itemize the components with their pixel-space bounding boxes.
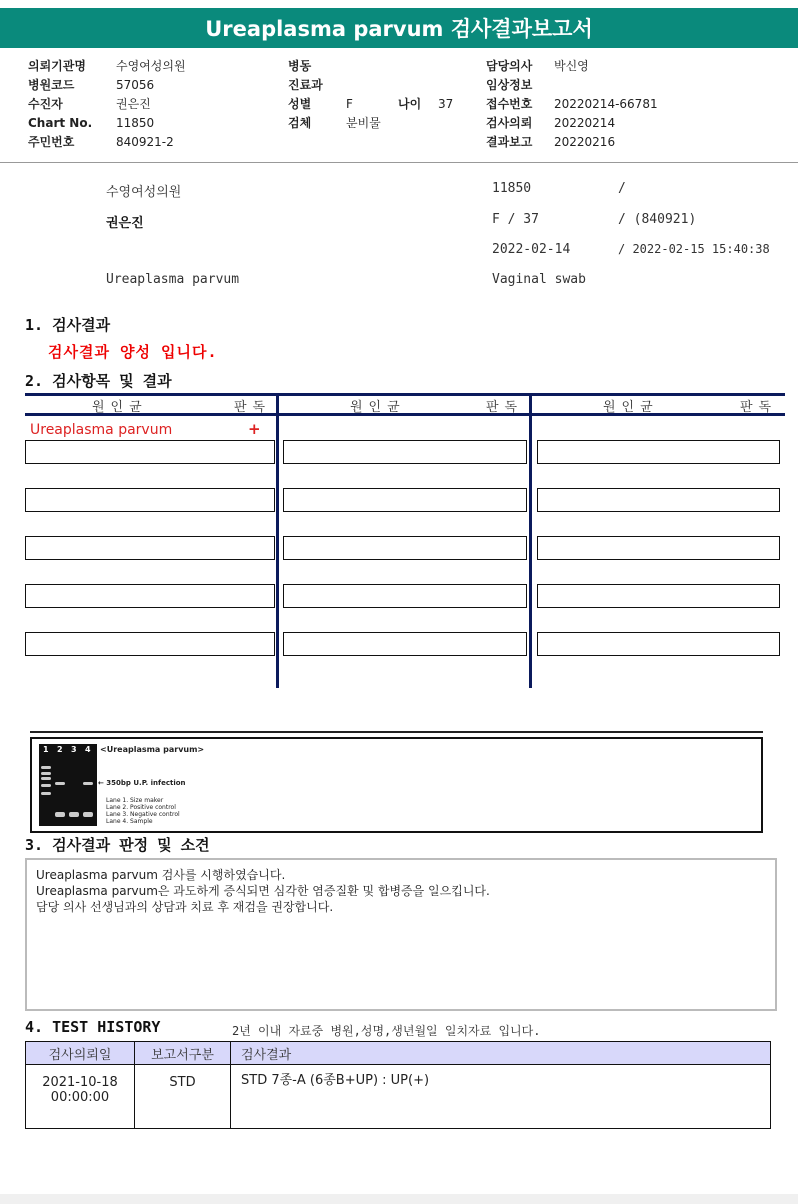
gel-band xyxy=(55,782,65,785)
gel-band xyxy=(55,812,65,817)
history-header-type: 보고서구분 xyxy=(135,1042,231,1065)
gel-band xyxy=(41,792,51,795)
gel-legend-item: Lane 2. Positive control xyxy=(106,804,176,811)
summary-slash: / xyxy=(618,181,626,196)
gel-legend-item: Lane 1. Size maker xyxy=(106,797,164,804)
label-hospital-code: 병원코드 xyxy=(28,78,75,92)
label-ward: 병동 xyxy=(288,59,312,73)
gel-band xyxy=(41,777,51,780)
summary-specimen: Vaginal swab xyxy=(492,272,586,287)
label-sex: 성별 xyxy=(288,97,312,111)
header-col3 xyxy=(486,56,658,151)
value-receipt-no: 20220214-66781 xyxy=(554,96,658,111)
summary-name: 권은진 xyxy=(106,216,144,231)
result-cell xyxy=(537,584,780,608)
section4-title: 4. TEST HISTORY xyxy=(25,1018,161,1036)
comment-line: Ureaplasma parvum 검사를 시행하였습니다. xyxy=(36,868,286,882)
result-cell xyxy=(283,632,527,656)
result-cell xyxy=(283,584,527,608)
gel-band xyxy=(83,812,93,817)
col1-judgement-header: 판독 xyxy=(234,400,272,415)
lane-number: 2 xyxy=(57,745,63,754)
summary-chart-no: 11850 xyxy=(492,181,532,196)
value-specimen: 분비물 xyxy=(346,116,381,130)
summary-sex-age: F / 37 xyxy=(492,212,539,227)
result-cell xyxy=(25,440,275,464)
label-request-date: 검사의뢰 xyxy=(486,116,533,130)
summary-birth: / (840921) xyxy=(618,212,697,227)
value-report-date: 20220216 xyxy=(554,134,616,149)
value-resident-no: 840921-2 xyxy=(116,134,174,149)
grid-divider-1 xyxy=(276,393,279,688)
label-report-date: 결과보고 xyxy=(486,135,533,149)
history-header-date: 검사의뢰일 xyxy=(26,1042,135,1065)
result-cell xyxy=(537,488,780,512)
label-department: 진료과 xyxy=(288,78,323,92)
summary-received: 2022-02-14 xyxy=(492,242,571,257)
label-specimen: 검체 xyxy=(288,116,312,130)
gel-legend xyxy=(106,797,180,825)
col3-organism-header: 원인균 xyxy=(603,400,659,415)
lane-number: 4 xyxy=(85,745,91,754)
label-chart-no: Chart No. xyxy=(28,115,93,130)
col3-judgement-header: 판독 xyxy=(740,400,778,415)
gel-band xyxy=(41,772,51,775)
gel-band xyxy=(41,784,51,787)
image-divider xyxy=(30,731,763,733)
section2-title: 2. 검사항목 및 결과 xyxy=(25,372,172,390)
summary-reported: / 2022-02-15 15:40:38 xyxy=(618,242,770,256)
grid-divider-2 xyxy=(529,393,532,688)
label-clinical-info: 임상정보 xyxy=(486,78,533,92)
value-sex: F xyxy=(346,96,353,111)
gel-band xyxy=(69,812,79,817)
gel-legend-item: Lane 3. Negative control xyxy=(106,811,180,818)
page-bottom-bar xyxy=(0,1194,798,1204)
history-header-result: 검사결과 xyxy=(231,1042,771,1065)
gel-electrophoresis-image xyxy=(39,744,97,826)
comment-box xyxy=(25,858,777,1011)
comment-line: Ureaplasma parvum은 과도하게 증식되면 심각한 염증질환 및 합병증을 일으킵니다. xyxy=(36,884,490,898)
result-cell xyxy=(25,584,275,608)
result-cell xyxy=(537,632,780,656)
history-result: STD 7종-A (6종B+UP) : UP(+) xyxy=(231,1065,771,1129)
gel-band xyxy=(41,766,51,769)
history-date-cell xyxy=(26,1065,135,1129)
label-doctor: 담당의사 xyxy=(486,59,533,73)
result-cell xyxy=(25,488,275,512)
table-row xyxy=(26,1065,771,1129)
value-age: 37 xyxy=(438,96,454,111)
value-doctor: 박신영 xyxy=(554,59,589,73)
col1-organism-header: 원인균 xyxy=(92,400,148,415)
value-patient: 권은진 xyxy=(116,97,151,111)
history-date: 2021-10-18 xyxy=(42,1075,118,1090)
lane-number: 3 xyxy=(71,745,77,754)
report-title: Ureaplasma parvum 검사결과보고서 xyxy=(0,8,798,48)
label-requester: 의뢰기관명 xyxy=(28,59,86,73)
result-cell xyxy=(537,536,780,560)
gel-title: <Ureaplasma parvum> xyxy=(100,745,205,754)
result-cell xyxy=(283,536,527,560)
result-cell xyxy=(537,440,780,464)
result-cell xyxy=(25,536,275,560)
value-request-date: 20220214 xyxy=(554,115,616,130)
value-hospital-code: 57056 xyxy=(116,77,155,92)
gel-band xyxy=(83,782,93,785)
header-col2 xyxy=(288,56,453,132)
result-cell xyxy=(283,488,527,512)
summary-test: Ureaplasma parvum xyxy=(106,272,240,287)
label-resident-no: 주민번호 xyxy=(28,135,75,149)
history-table xyxy=(25,1041,771,1129)
gel-arrow-label: ← 350bp U.P. infection xyxy=(98,779,186,787)
value-chart-no: 11850 xyxy=(116,115,155,130)
header-divider xyxy=(0,162,798,163)
result-cell xyxy=(283,440,527,464)
result-cell xyxy=(25,632,275,656)
history-time: 00:00:00 xyxy=(50,1090,110,1105)
gel-legend-item: Lane 4. Sample xyxy=(106,818,153,825)
comment-line: 담당 의사 선생님과의 상담과 치료 후 재검을 권장합니다. xyxy=(36,900,334,914)
result-judgement: + xyxy=(248,420,261,438)
col2-judgement-header: 판독 xyxy=(486,400,524,415)
history-note: 2년 이내 자료중 병원,성명,생년월일 일치자료 입니다. xyxy=(232,1024,541,1038)
result-organism: Ureaplasma parvum xyxy=(30,422,173,438)
summary-hospital: 수영여성의원 xyxy=(106,185,182,200)
col2-organism-header: 원인균 xyxy=(350,400,406,415)
section1-title: 1. 검사결과 xyxy=(25,316,111,334)
result-positive-text: 검사결과 양성 입니다. xyxy=(48,343,218,361)
history-type: STD xyxy=(135,1065,231,1129)
section3-title: 3. 검사결과 판정 및 소견 xyxy=(25,836,210,854)
gel-image-frame xyxy=(30,737,763,833)
label-receipt-no: 접수번호 xyxy=(486,97,533,111)
label-age: 나이 xyxy=(398,97,422,111)
header-col1 xyxy=(28,56,186,151)
label-patient: 수진자 xyxy=(28,97,63,111)
value-requester: 수영여성의원 xyxy=(116,59,186,73)
lane-number: 1 xyxy=(43,745,49,754)
